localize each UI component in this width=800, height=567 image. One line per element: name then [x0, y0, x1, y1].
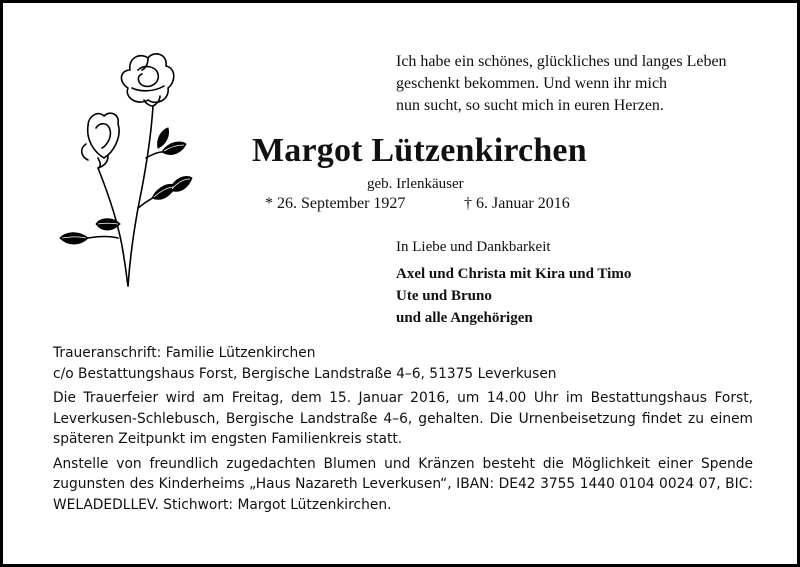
mourner-line: Axel und Christa mit Kira und Timo — [396, 266, 632, 282]
quote-line: nun sucht, so sucht mich in euren Herzen. — [396, 97, 664, 114]
funeral-paragraph: Die Trauerfeier wird am Freitag, dem 15. Januar 2016, um 14.00 Uhr im Bestattungshaus Forst, Leverkusen-Schlebusch, Bergische Landstraße 4–6, gehalten. Die Urnenbeisetzung findet zu einem späteren Zeitpunkt im engsten Familienkreis statt. — [53, 390, 753, 447]
memorial-quote — [396, 51, 726, 117]
address-line: c/o Bestattungshaus Forst, Bergische Landstraße 4–6, 51375 Leverkusen — [53, 365, 557, 382]
rose-illustration-icon — [58, 48, 193, 288]
quote-line: geschenkt bekommen. Und wenn ihr mich — [396, 75, 668, 92]
quote-line: Ich habe ein schönes, glückliches und langes Leben — [396, 53, 727, 70]
donation-paragraph: Anstelle von freundlich zugedachten Blumen und Kränzen besteht die Möglichkeit einer Spende zugunsten des Kinderheims „Haus Nazareth Leverkusen“, IBAN: DE42 3755 1440 0104 0024 07, BIC: WELADEDLLEV. Stichwort: Margot Lützenkirchen. — [53, 455, 753, 513]
address-line: Traueranschrift: Familie Lützenkirchen — [53, 345, 316, 361]
dedication-line: In Liebe und Dankbarkeit — [396, 239, 551, 255]
birth-date: * 26. September 1927 — [265, 195, 406, 212]
deceased-name: Margot Lützenkirchen — [252, 132, 587, 169]
life-dates — [265, 193, 570, 215]
mourner-line: und alle Angehörigen — [396, 310, 533, 326]
notice-details — [53, 343, 753, 515]
mourners-list — [396, 263, 631, 329]
mourner-line: Ute und Bruno — [396, 288, 492, 304]
death-date: † 6. Januar 2016 — [464, 195, 570, 212]
maiden-name: geb. Irlenkäuser — [367, 176, 464, 192]
